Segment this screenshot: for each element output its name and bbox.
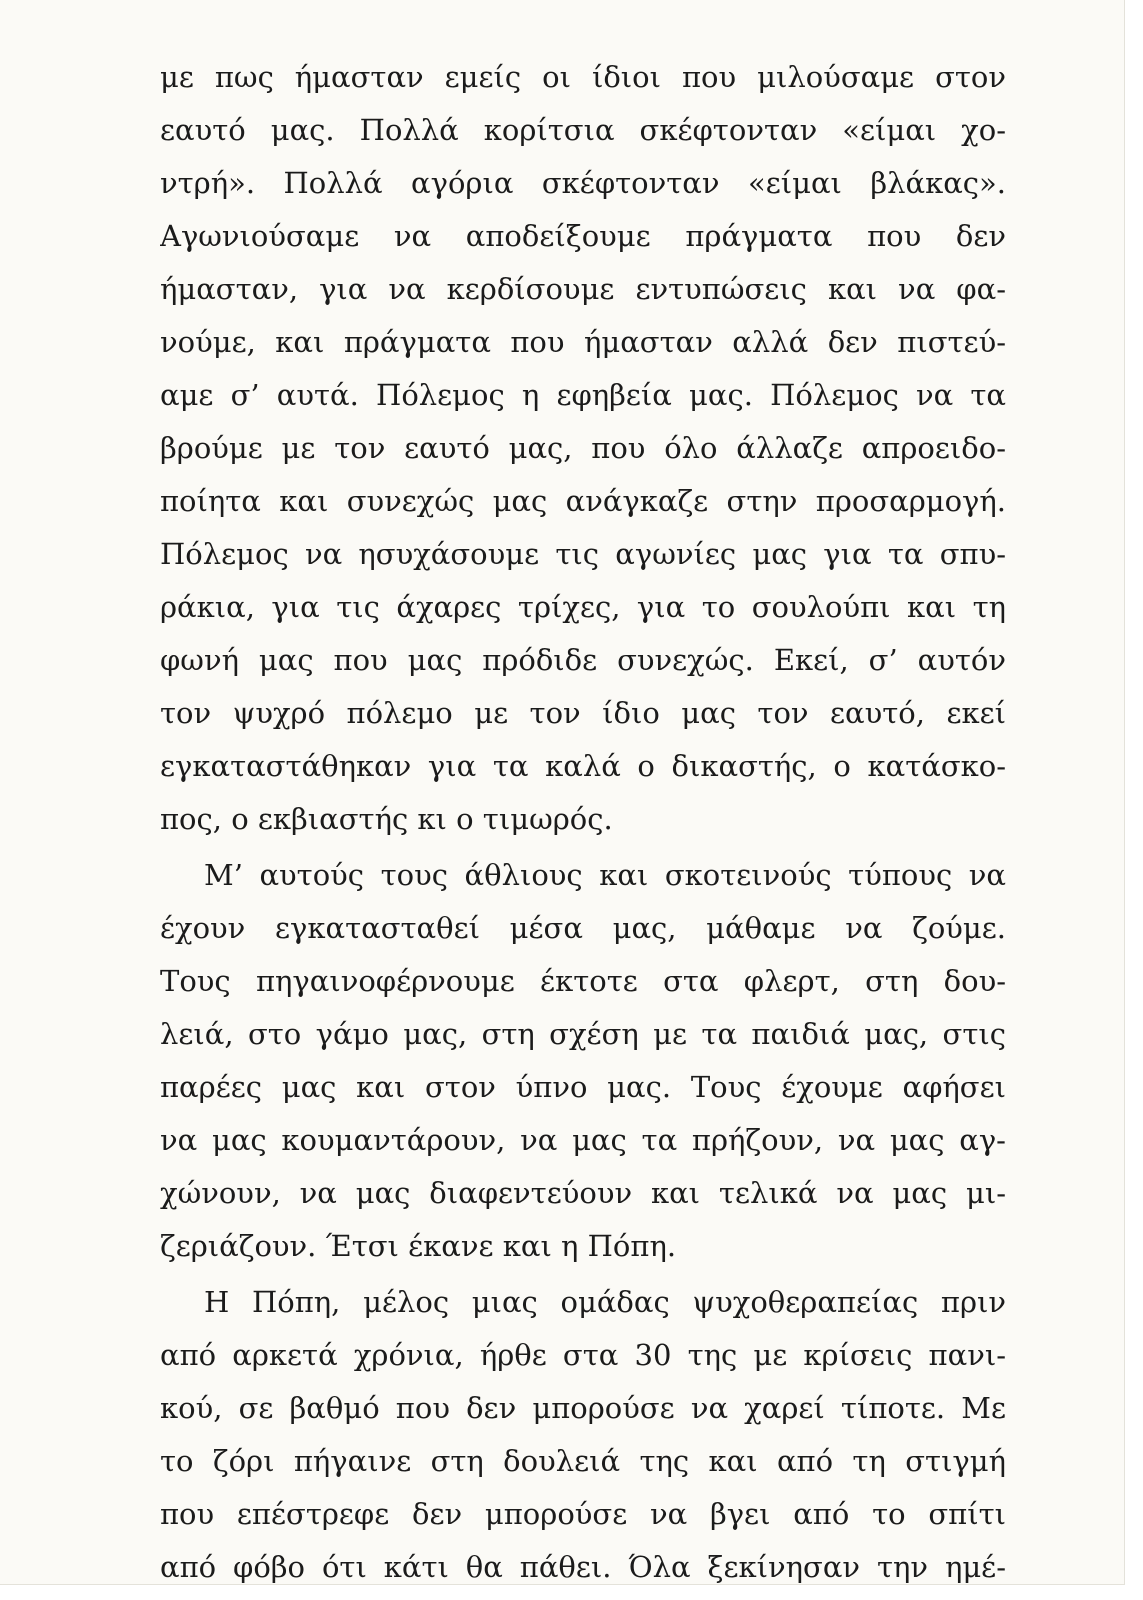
paragraph xyxy=(160,51,1006,846)
text-line: Μ’ αυτούς τους άθλιους και σκοτεινούς τύπους να xyxy=(204,858,1006,892)
text-line: ζεριάζουν. Έτσι έκανε και η Πόπη. xyxy=(160,1229,677,1263)
text-line: κού, σε βαθμό που δεν μπορούσε να χαρεί τίποτε. Με xyxy=(160,1391,1006,1425)
text-line: Αγωνιούσαμε να αποδείξουμε πράγματα που δεν xyxy=(160,219,1006,253)
text-line: φωνή μας που μας πρόδιδε συνεχώς. Εκεί, σ’ αυτόν xyxy=(160,643,1006,677)
paragraph xyxy=(160,1276,1006,1594)
text-line: το ζόρι πήγαινε στη δουλειά της και από τη στιγμή xyxy=(160,1444,1006,1478)
text-line: χώνουν, να μας διαφεντεύουν και τελικά να μας μι- xyxy=(160,1176,1006,1210)
text-line: νούμε, και πράγματα που ήμασταν αλλά δεν πιστεύ- xyxy=(160,325,1006,359)
text-line: που επέστρεφε δεν μπορούσε να βγει από το σπίτι xyxy=(160,1497,1006,1531)
text-line: με πως ήμασταν εμείς οι ίδιοι που μιλούσαμε στον xyxy=(160,60,1006,94)
text-line: ντρή». Πολλά αγόρια σκέφτονταν «είμαι βλάκας». xyxy=(160,166,1006,200)
text-line: βρούμε με τον εαυτό μας, που όλο άλλαζε απροειδο- xyxy=(160,431,1006,465)
text-line: πος, ο εκβιαστής κι ο τιμωρός. xyxy=(160,802,613,836)
text-line: έχουν εγκατασταθεί μέσα μας, μάθαμε να ζούμε. xyxy=(160,911,1006,945)
text-line: παρέες μας και στον ύπνο μας. Τους έχουμε αφήσει xyxy=(160,1070,1006,1104)
text-line: να μας κουμαντάρουν, να μας τα πρήζουν, να μας αγ- xyxy=(160,1123,1006,1157)
paragraph xyxy=(160,849,1006,1273)
text-line: εγκαταστάθηκαν για τα καλά ο δικαστής, ο κατάσκο- xyxy=(160,749,1006,783)
text-line: Τους πηγαινοφέρνουμε έκτοτε στα φλερτ, στη δου- xyxy=(160,964,1006,998)
body-text xyxy=(160,51,1006,1594)
text-line: ποίητα και συνεχώς μας ανάγκαζε στην προσαρμογή. xyxy=(160,484,1006,518)
text-line: Πόλεμος να ησυχάσουμε τις αγωνίες μας για τα σπυ- xyxy=(160,537,1006,571)
text-line: λειά, στο γάμο μας, στη σχέση με τα παιδιά μας, στις xyxy=(160,1017,1006,1051)
text-line: αμε σ’ αυτά. Πόλεμος η εφηβεία μας. Πόλεμος να τα xyxy=(160,378,1006,412)
text-line: ράκια, για τις άχαρες τρίχες, για το σουλούπι και τη xyxy=(160,590,1006,624)
text-line: από αρκετά χρόνια, ήρθε στα 30 της με κρίσεις πανι- xyxy=(160,1338,1006,1372)
text-line: τον ψυχρό πόλεμο με τον ίδιο μας τον εαυτό, εκεί xyxy=(160,696,1006,730)
text-line: ήμασταν, για να κερδίσουμε εντυπώσεις και να φα- xyxy=(160,272,1006,306)
text-line: εαυτό μας. Πολλά κορίτσια σκέφτονταν «είμαι χο- xyxy=(160,113,1006,147)
text-line: από φόβο ότι κάτι θα πάθει. Όλα ξεκίνησαν την ημέ- xyxy=(160,1550,1006,1584)
text-line: Η Πόπη, μέλος μιας ομάδας ψυχοθεραπείας πριν xyxy=(204,1285,1006,1319)
